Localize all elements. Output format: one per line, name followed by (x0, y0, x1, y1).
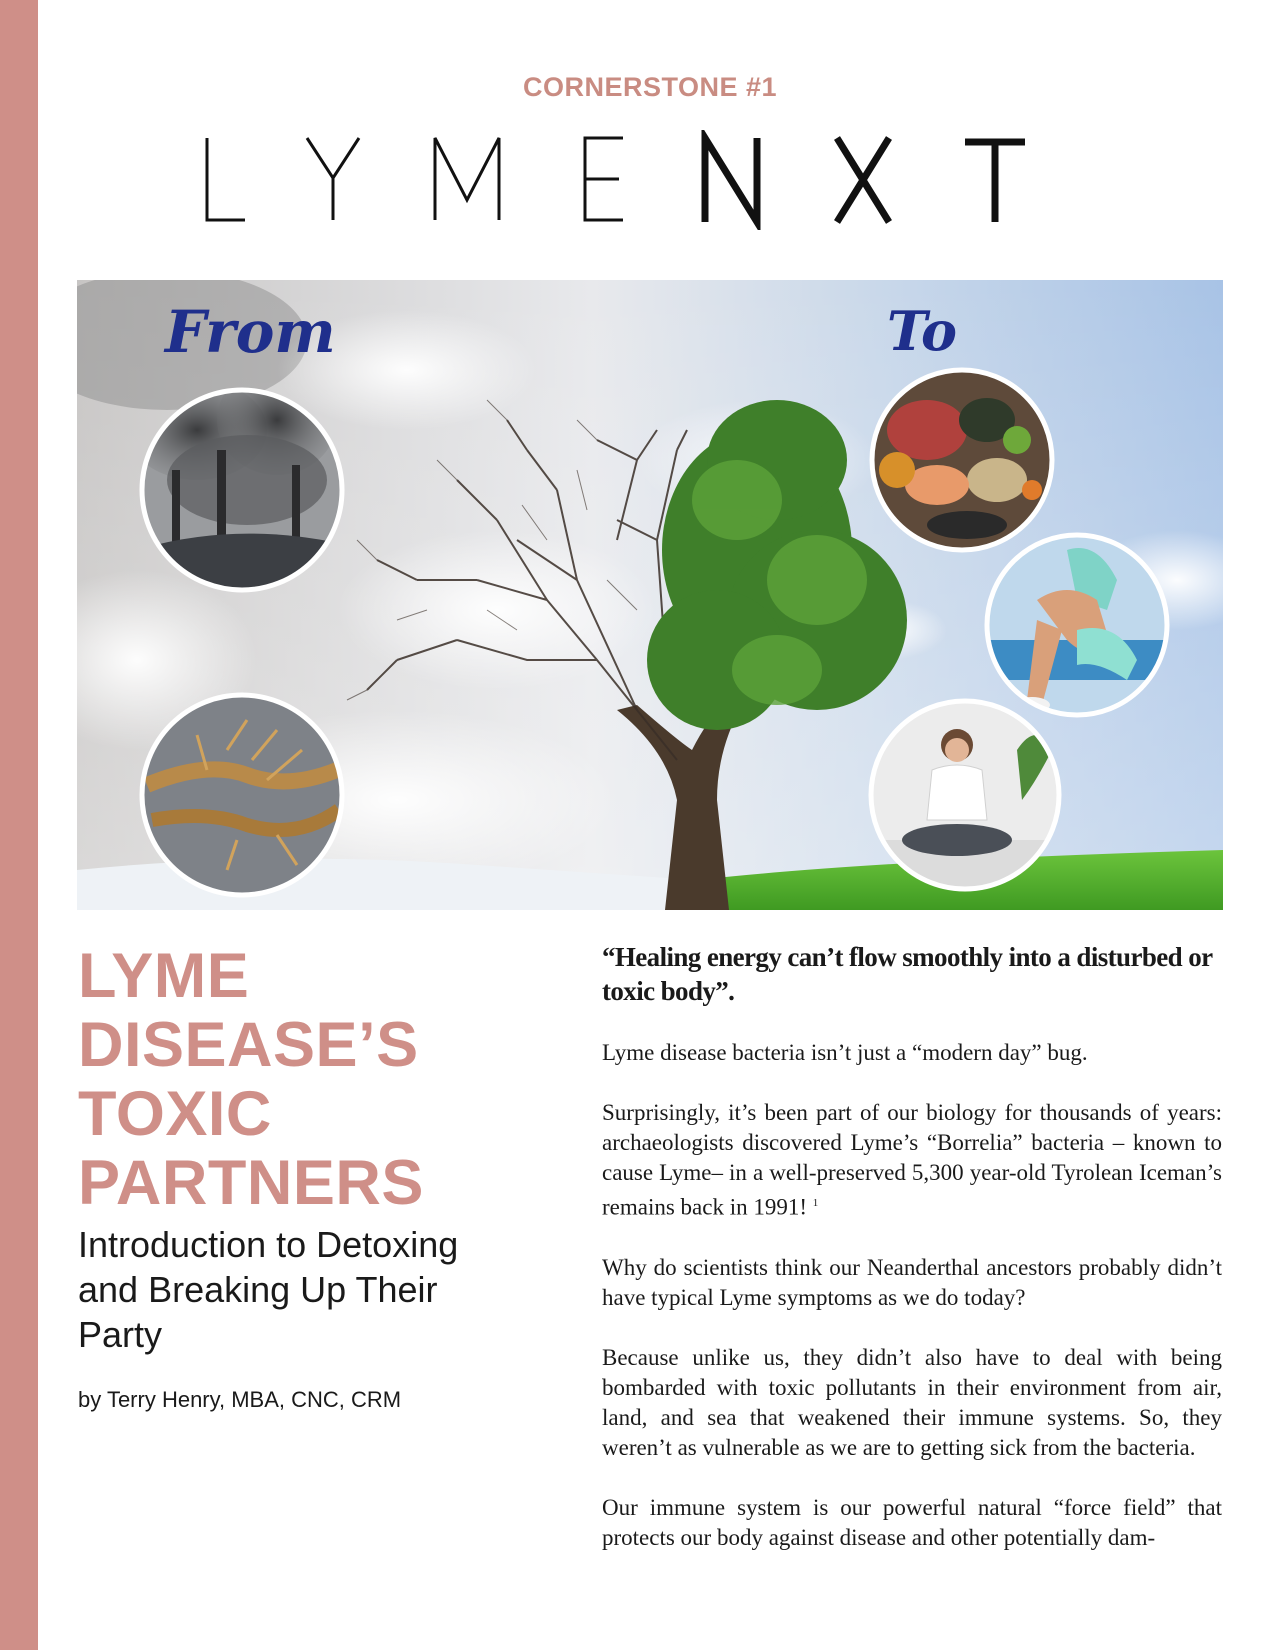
hero-svg (77, 280, 1223, 910)
paragraph: Why do scientists think our Neanderthal ancestors probably didn’t have typical Lyme symptoms as we do today? (602, 1254, 1222, 1310)
headline-line: DISEASE’S (78, 1010, 419, 1080)
article-subtitle: Introduction to Detoxing and Breaking Up Their Party (78, 1224, 459, 1355)
logo-text-hidden: LYME (195, 130, 198, 131)
from-label: From (165, 298, 336, 366)
footnote-marker: 1 (812, 1197, 819, 1209)
article-headline (78, 942, 538, 1218)
left-accent-bar (0, 0, 38, 1650)
headline-line: TOXIC (78, 1079, 272, 1149)
paragraph: Our immune system is our powerful natural “force field” that protects our body against disease and other potentially dam- (602, 1494, 1222, 1550)
paragraph (602, 1098, 1222, 1223)
article-body (602, 940, 1222, 1583)
paragraph-text: Surprisingly, it’s been part of our biology for thousands of years: archaeologists discovered Lyme’s “Borrelia” bacteria – known to cause Lyme– in a well-preserved 5,300 year-old Tyrolean Iceman’s remains back in 1991! (602, 1100, 1222, 1220)
paragraph: Lyme disease bacteria isn’t just a “modern day” bug. (602, 1040, 1088, 1065)
from-to-hero-illustration (77, 280, 1223, 910)
paragraph: Because unlike us, they didn’t also have to deal with being bombarded with toxic pollutants in their environment from air, land, and sea that weakened their immune systems. So, they weren’t as vulnerable as we are to getting sick from the bacteria. (602, 1344, 1222, 1460)
headline-line: PARTNERS (78, 1148, 424, 1218)
lymenxt-logo (195, 130, 1075, 230)
pull-quote: “Healing energy can’t flow smoothly into a disturbed or toxic body”. (602, 942, 1212, 1006)
to-label: To (887, 299, 958, 363)
healthy-food-photo (872, 370, 1052, 550)
headline-line: LYME (78, 941, 250, 1011)
section-kicker: CORNERSTONE #1 (522, 72, 778, 102)
author-byline: by Terry Henry, MBA, CNC, CRM (78, 1387, 402, 1412)
